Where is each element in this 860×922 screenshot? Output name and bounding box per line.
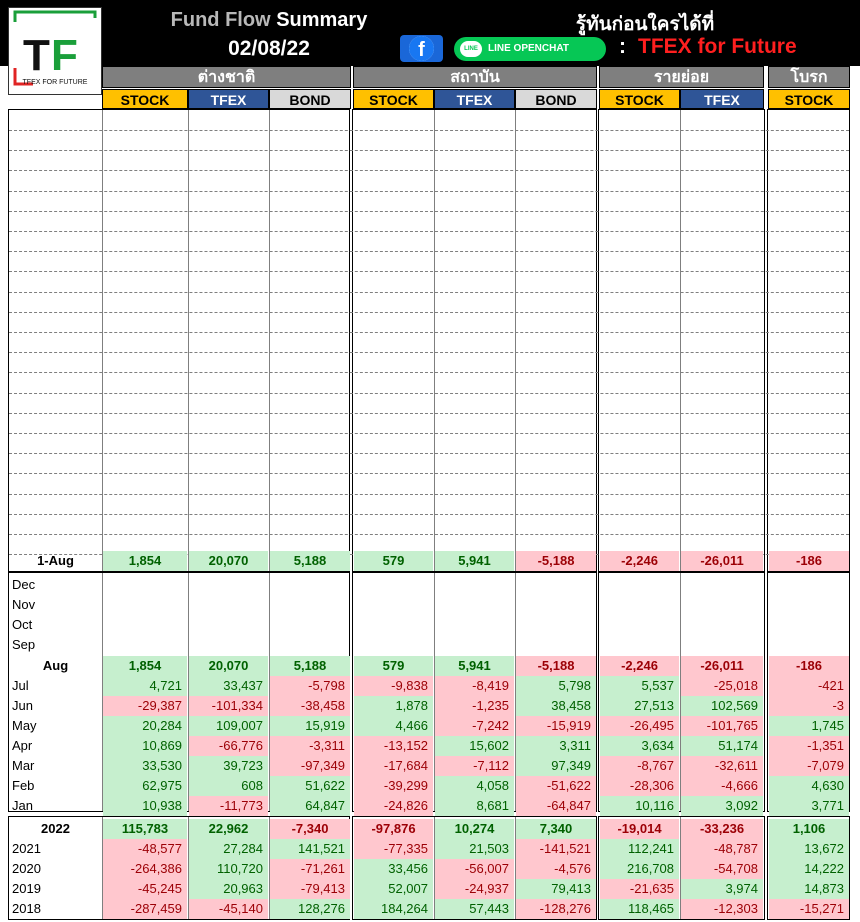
- value-cell: 20,070: [189, 551, 268, 571]
- group-institution-header: สถาบัน: [353, 66, 597, 88]
- value-cell: 10,274: [435, 819, 514, 839]
- row-label: Feb: [12, 778, 35, 793]
- value-cell: -8,419: [435, 676, 514, 696]
- value-cell: 4,466: [354, 716, 433, 736]
- value-cell: -5,188: [516, 551, 596, 571]
- value-cell: -128,276: [516, 899, 596, 919]
- column-divider: [434, 110, 435, 571]
- value-cell: -5,188: [516, 656, 596, 676]
- value-cell: -97,876: [354, 819, 433, 839]
- value-cell: -97,349: [270, 756, 350, 776]
- upper-section-3: [767, 109, 850, 572]
- separator-colon: :: [619, 35, 626, 58]
- value-cell: -32,611: [681, 756, 763, 776]
- value-cell: -29,387: [103, 696, 187, 716]
- row-label: 2018: [12, 901, 41, 916]
- grid-line: [9, 332, 849, 333]
- tf-logo: [8, 7, 102, 95]
- value-cell: 14,873: [769, 879, 849, 899]
- value-cell: -186: [769, 656, 849, 676]
- grid-line: [9, 514, 849, 515]
- value-cell: 141,521: [270, 839, 350, 859]
- value-cell: 79,413: [516, 879, 596, 899]
- row-label: May: [12, 718, 37, 733]
- value-cell: 8,681: [435, 796, 514, 816]
- column-header-tfex: TFEX: [188, 89, 269, 109]
- value-cell: 21,503: [435, 839, 514, 859]
- value-cell: 13,672: [769, 839, 849, 859]
- value-cell: 608: [189, 776, 268, 796]
- value-cell: 579: [354, 656, 433, 676]
- value-cell: 5,188: [270, 551, 350, 571]
- value-cell: 1,745: [769, 716, 849, 736]
- grid-line: [9, 271, 849, 272]
- grid-line: [9, 292, 849, 293]
- column-header-tfex: TFEX: [680, 89, 764, 109]
- value-cell: 38,458: [516, 696, 596, 716]
- value-cell: 1,878: [354, 696, 433, 716]
- row-label: Jun: [12, 698, 33, 713]
- column-header-bond: BOND: [515, 89, 597, 109]
- grid-line: [9, 413, 849, 414]
- value-cell: 15,602: [435, 736, 514, 756]
- value-cell: -45,245: [103, 879, 187, 899]
- value-cell: -1,351: [769, 736, 849, 756]
- column-divider: [680, 110, 681, 571]
- row-label: Oct: [12, 617, 33, 632]
- grid-line: [9, 393, 849, 394]
- row-label: Mar: [12, 758, 35, 773]
- value-cell: -38,458: [270, 696, 350, 716]
- value-cell: 4,630: [769, 776, 849, 796]
- value-cell: 112,241: [600, 839, 679, 859]
- value-cell: -7,242: [435, 716, 514, 736]
- value-cell: -8,767: [600, 756, 679, 776]
- value-cell: 118,465: [600, 899, 679, 919]
- value-cell: -25,018: [681, 676, 763, 696]
- value-cell: 3,634: [600, 736, 679, 756]
- line-openchat-label: LINE OPENCHAT: [488, 43, 569, 54]
- value-cell: -33,236: [681, 819, 763, 839]
- grid-line: [9, 251, 849, 252]
- value-cell: -26,495: [600, 716, 679, 736]
- value-cell: 5,941: [435, 656, 514, 676]
- column-header-stock: STOCK: [599, 89, 680, 109]
- value-cell: 51,174: [681, 736, 763, 756]
- value-cell: 1,854: [103, 656, 187, 676]
- value-cell: 115,783: [103, 819, 187, 839]
- value-cell: -12,303: [681, 899, 763, 919]
- grid-line: [9, 130, 849, 131]
- line-openchat-button[interactable]: [454, 37, 606, 61]
- row-label: Aug: [42, 658, 69, 673]
- value-cell: 3,974: [681, 879, 763, 899]
- grid-line: [9, 473, 849, 474]
- value-cell: 10,869: [103, 736, 187, 756]
- grid-line: [9, 372, 849, 373]
- title-word-1: Fund Flow: [170, 9, 271, 31]
- row-label: 2019: [12, 881, 41, 896]
- value-cell: 27,284: [189, 839, 268, 859]
- row-label: 2021: [12, 841, 41, 856]
- value-cell: 579: [354, 551, 433, 571]
- facebook-icon[interactable]: f: [400, 35, 443, 62]
- value-cell: 1,854: [103, 551, 187, 571]
- value-cell: -7,112: [435, 756, 514, 776]
- value-cell: -287,459: [103, 899, 187, 919]
- column-divider: [269, 110, 270, 571]
- value-cell: 20,284: [103, 716, 187, 736]
- grid-line: [9, 312, 849, 313]
- value-cell: 10,116: [600, 796, 679, 816]
- value-cell: 33,456: [354, 859, 433, 879]
- value-cell: 5,188: [270, 656, 350, 676]
- value-cell: 27,513: [600, 696, 679, 716]
- value-cell: -4,576: [516, 859, 596, 879]
- value-cell: 33,530: [103, 756, 187, 776]
- value-cell: -13,152: [354, 736, 433, 756]
- value-cell: 3,311: [516, 736, 596, 756]
- value-cell: -101,765: [681, 716, 763, 736]
- value-cell: 7,340: [516, 819, 596, 839]
- column-divider: [515, 110, 516, 571]
- group-broker-header: โบรก: [768, 66, 850, 88]
- value-cell: 4,721: [103, 676, 187, 696]
- value-cell: 5,537: [600, 676, 679, 696]
- value-cell: 10,938: [103, 796, 187, 816]
- value-cell: -45,140: [189, 899, 268, 919]
- grid-line: [9, 231, 849, 232]
- grid-line: [9, 170, 849, 171]
- header-bar: [0, 0, 860, 66]
- value-cell: 5,798: [516, 676, 596, 696]
- column-header-bond: BOND: [269, 89, 351, 109]
- row-label: 1-Aug: [37, 553, 74, 568]
- value-cell: -54,708: [681, 859, 763, 879]
- value-cell: 14,222: [769, 859, 849, 879]
- value-cell: -24,826: [354, 796, 433, 816]
- value-cell: -51,622: [516, 776, 596, 796]
- value-cell: 109,007: [189, 716, 268, 736]
- value-cell: 110,720: [189, 859, 268, 879]
- value-cell: 15,919: [270, 716, 350, 736]
- value-cell: 128,276: [270, 899, 350, 919]
- value-cell: -3,311: [270, 736, 350, 756]
- value-cell: -101,334: [189, 696, 268, 716]
- value-cell: -28,306: [600, 776, 679, 796]
- grid-line: [9, 211, 849, 212]
- value-cell: 4,058: [435, 776, 514, 796]
- group-foreign-header: ต่างชาติ: [102, 66, 351, 88]
- grid-line: [9, 534, 849, 535]
- value-cell: -48,787: [681, 839, 763, 859]
- grid-line: [9, 191, 849, 192]
- value-cell: 22,962: [189, 819, 268, 839]
- value-cell: -26,011: [681, 551, 763, 571]
- value-cell: -15,919: [516, 716, 596, 736]
- value-cell: -5,798: [270, 676, 350, 696]
- column-divider: [102, 110, 103, 571]
- grid-line: [9, 433, 849, 434]
- value-cell: 102,569: [681, 696, 763, 716]
- row-label: Jan: [12, 798, 33, 813]
- row-label: Apr: [12, 738, 33, 753]
- value-cell: 52,007: [354, 879, 433, 899]
- value-cell: 57,443: [435, 899, 514, 919]
- value-cell: 62,975: [103, 776, 187, 796]
- page-title: [104, 9, 434, 32]
- value-cell: -2,246: [600, 551, 679, 571]
- row-label: Sep: [12, 637, 36, 652]
- row-label: 2020: [12, 861, 41, 876]
- value-cell: -19,014: [600, 819, 679, 839]
- value-cell: 39,723: [189, 756, 268, 776]
- value-cell: 1,106: [769, 819, 849, 839]
- value-cell: -2,246: [600, 656, 679, 676]
- value-cell: -66,776: [189, 736, 268, 756]
- value-cell: 5,941: [435, 551, 514, 571]
- column-header-stock: STOCK: [102, 89, 188, 109]
- value-cell: 20,070: [189, 656, 268, 676]
- value-cell: -4,666: [681, 776, 763, 796]
- value-cell: -56,007: [435, 859, 514, 879]
- svg-text:F: F: [51, 31, 78, 80]
- brand-name: TFEX for Future: [638, 35, 797, 58]
- upper-section-0: [8, 109, 350, 572]
- value-cell: 216,708: [600, 859, 679, 879]
- grid-line: [9, 494, 849, 495]
- grid-line: [9, 453, 849, 454]
- group-retail-header: รายย่อย: [599, 66, 764, 88]
- tagline: รู้ทันก่อนใครได้ที่: [575, 14, 715, 35]
- value-cell: -7,079: [769, 756, 849, 776]
- value-cell: 3,771: [769, 796, 849, 816]
- value-cell: -15,271: [769, 899, 849, 919]
- value-cell: -186: [769, 551, 849, 571]
- value-cell: 33,437: [189, 676, 268, 696]
- value-cell: 184,264: [354, 899, 433, 919]
- value-cell: 64,847: [270, 796, 350, 816]
- title-word-2: Summary: [276, 9, 368, 31]
- value-cell: -9,838: [354, 676, 433, 696]
- value-cell: 97,349: [516, 756, 596, 776]
- value-cell: -71,261: [270, 859, 350, 879]
- value-cell: -26,011: [681, 656, 763, 676]
- svg-text:T: T: [23, 31, 50, 80]
- value-cell: -11,773: [189, 796, 268, 816]
- row-label: Jul: [12, 678, 29, 693]
- row-label: 2022: [41, 821, 70, 836]
- logo-caption: TFEX FOR FUTURE: [22, 79, 88, 86]
- grid-line: [9, 150, 849, 151]
- grid-line: [9, 352, 849, 353]
- value-cell: -264,386: [103, 859, 187, 879]
- row-label: Nov: [12, 597, 36, 612]
- value-cell: -24,937: [435, 879, 514, 899]
- value-cell: -3: [769, 696, 849, 716]
- value-cell: 51,622: [270, 776, 350, 796]
- value-cell: -21,635: [600, 879, 679, 899]
- report-date: 02/08/22: [228, 37, 310, 60]
- value-cell: 3,092: [681, 796, 763, 816]
- value-cell: -7,340: [270, 819, 350, 839]
- value-cell: 20,963: [189, 879, 268, 899]
- column-divider: [188, 110, 189, 571]
- value-cell: -141,521: [516, 839, 596, 859]
- value-cell: -79,413: [270, 879, 350, 899]
- value-cell: -1,235: [435, 696, 514, 716]
- column-header-stock: STOCK: [768, 89, 850, 109]
- value-cell: -17,684: [354, 756, 433, 776]
- column-header-stock: STOCK: [353, 89, 434, 109]
- value-cell: -421: [769, 676, 849, 696]
- value-cell: -77,335: [354, 839, 433, 859]
- value-cell: -48,577: [103, 839, 187, 859]
- value-cell: -39,299: [354, 776, 433, 796]
- value-cell: -64,847: [516, 796, 596, 816]
- upper-section-2: [598, 109, 765, 572]
- row-label: Dec: [12, 577, 36, 592]
- upper-section-1: [352, 109, 597, 572]
- line-icon: LINE: [460, 41, 482, 57]
- column-header-tfex: TFEX: [434, 89, 515, 109]
